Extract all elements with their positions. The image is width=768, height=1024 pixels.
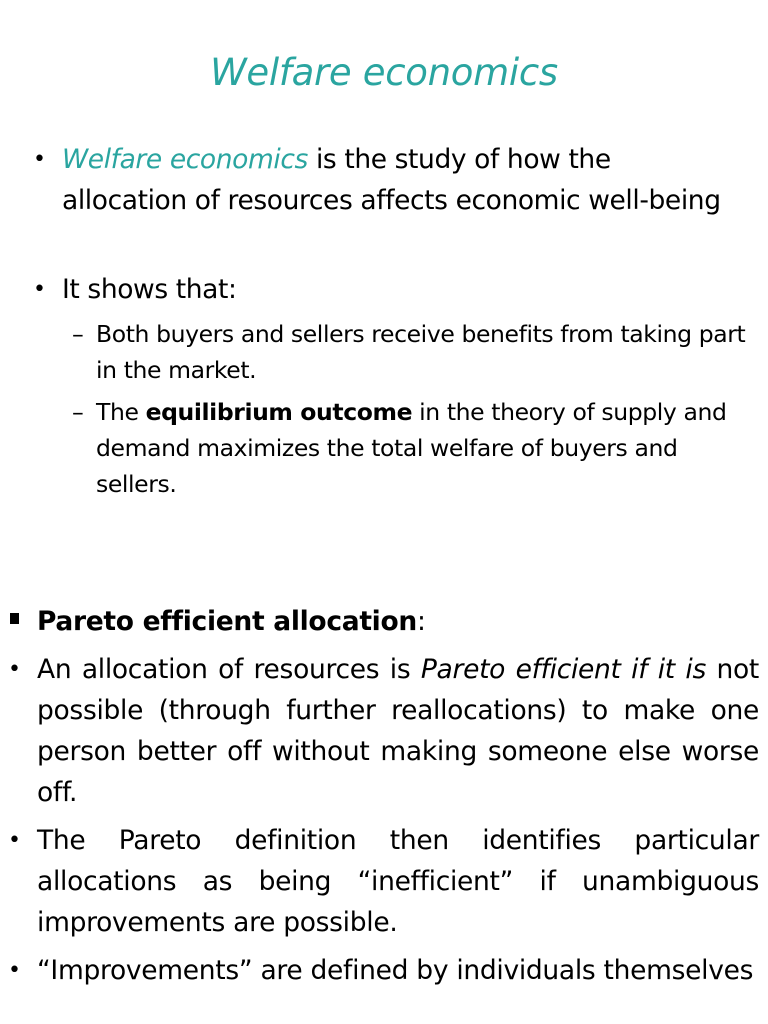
bullet-dot: • (8, 958, 21, 983)
pareto-definition (8, 649, 759, 813)
term-welfare-economics: Welfare economics (62, 144, 308, 175)
slide-title: Welfare economics (210, 51, 558, 94)
buyers-sellers-text: Both buyers and sellers receive benefits from taking part in the market. (96, 320, 746, 384)
equilibrium-rest: in the theory of supply and demand maximizes the total welfare of buyers and sellers. (96, 398, 727, 498)
it-shows-text: It shows that: (62, 274, 237, 305)
sub-item-buyers-sellers (72, 316, 756, 388)
list-item-it-shows (33, 270, 722, 311)
pareto-inefficient (8, 820, 759, 943)
bullet-dot: • (8, 828, 21, 853)
bullet-dot: • (8, 657, 21, 682)
pareto-improvements (8, 950, 759, 991)
equilibrium-pre: The (96, 398, 146, 426)
bullet-dash: – (72, 398, 84, 426)
bullet-dot: • (33, 277, 46, 302)
pareto-heading-text: Pareto efficient allocation (37, 606, 417, 637)
welfare-definition-text: is the study of how the allocation of resources affects economic well-being (62, 144, 721, 216)
pareto-inefficient-text: The Pareto definition then identifies particular allocations as being “inefficient” if unambiguous improvements are possible. (37, 825, 759, 938)
bullet-dash: – (72, 320, 84, 348)
bullet-dot: • (33, 147, 46, 172)
square-bullet-icon (10, 613, 19, 624)
pareto-def-pre: An allocation of resources is (37, 654, 421, 685)
term-equilibrium-outcome: equilibrium outcome (145, 398, 413, 426)
list-item-welfare-definition (33, 140, 722, 221)
sub-item-equilibrium (72, 394, 756, 502)
pareto-heading (37, 601, 759, 642)
term-pareto-efficient: Pareto efficient if it is (420, 654, 706, 685)
pareto-improvements-text: “Improvements” are defined by individuals themselves (37, 955, 754, 986)
pareto-heading-colon: : (416, 606, 426, 637)
pareto-def-rest: not possible (through further reallocations) to make one person better off without making someone else worse off. (37, 654, 759, 808)
